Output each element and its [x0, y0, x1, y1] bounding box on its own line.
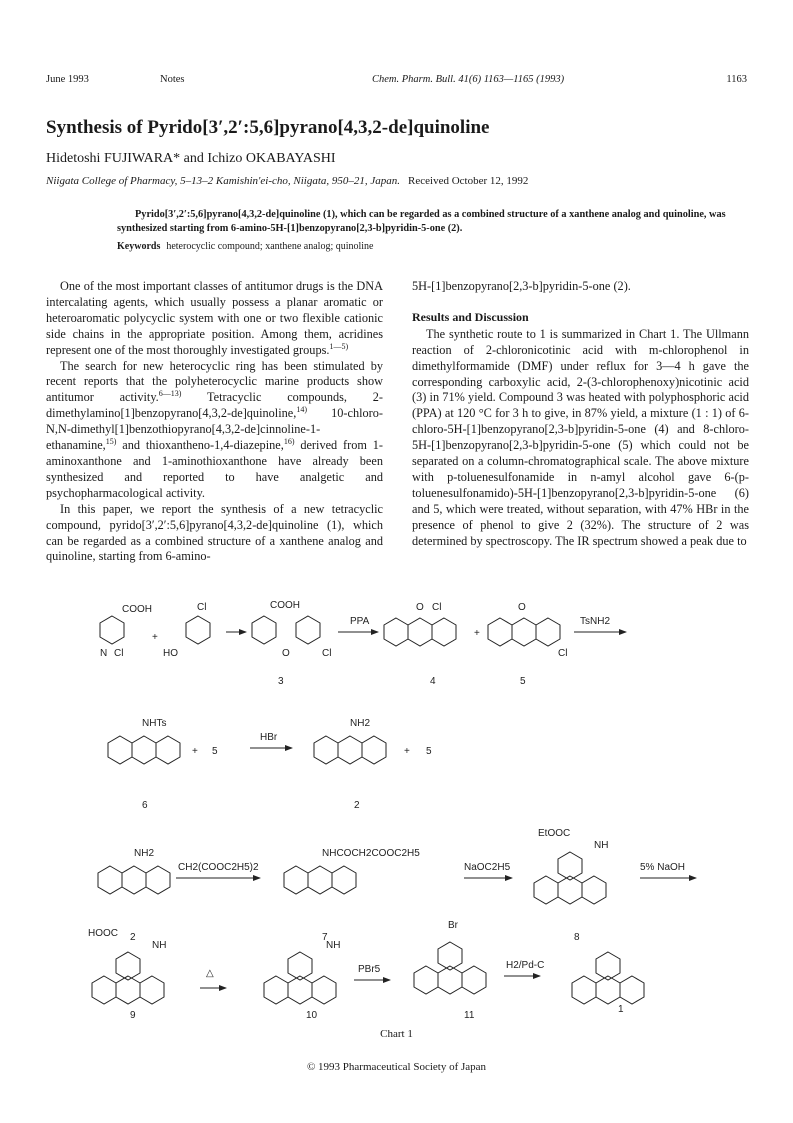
reference: 14): [296, 405, 307, 415]
header-journal: Chem. Pharm. Bull. 41(6) 1163—1165 (1993): [372, 74, 565, 85]
reagent: TsNH2: [580, 616, 611, 627]
left-column: [46, 279, 383, 565]
group-label: EtOOC: [538, 828, 571, 839]
group-label: COOH: [270, 600, 300, 611]
authors: Hidetoshi FUJIWARA* and Ichizo OKABAYASHI: [46, 151, 336, 166]
group-label: NH2: [350, 718, 371, 729]
group-label: Cl: [114, 648, 124, 659]
reference: 6—13): [158, 389, 182, 399]
plus-sign: +: [404, 746, 410, 757]
compound-label: 11: [464, 1010, 475, 1020]
paragraph: One of the most important classes of antitumor drugs is the DNA intercalating agents, which usually possess a planar aromatic or heteroaromatic polycyclic system with one or two flexible cationic side chains in the appropriate position. Among them, acridines represent one of the most thoroughly investigated groups.$^{1—5)}$: [46, 279, 383, 357]
copyright-footer: © 1993 Pharmaceutical Society of Japan: [306, 1061, 487, 1073]
keywords-text: heterocyclic compound; xanthene analog; quinoline: [166, 241, 374, 252]
reference: 1—5): [329, 341, 349, 351]
compound-label: 6: [142, 800, 148, 811]
header-section: Notes: [160, 74, 185, 85]
keywords: [117, 241, 374, 252]
group-label: NHTs: [142, 718, 167, 729]
compound-label: 7: [322, 932, 328, 943]
paragraph: 5H-[1]benzopyrano[2,3-b]pyridin-5-one (2).: [412, 279, 631, 293]
plus-sign: +: [152, 632, 158, 643]
reagent: H2/Pd-C: [506, 960, 545, 971]
paper-title: Synthesis of Pyrido[3′,2′:5,6]pyrano[4,3,2-de]quinoline: [46, 117, 490, 138]
group-label: HO: [163, 648, 178, 659]
compound-label: 2: [354, 800, 360, 811]
group-label: HOOC: [88, 928, 118, 939]
group-label: Cl: [197, 602, 207, 613]
reference: 15): [105, 436, 117, 446]
group-label: NH: [594, 840, 609, 851]
group-label: NHCOCH2COOC2H5: [322, 848, 420, 859]
header-page: 1163: [726, 74, 747, 85]
reagent: 5% NaOH: [640, 862, 686, 873]
right-column: [412, 279, 749, 550]
keywords-label: Keywords: [117, 241, 161, 252]
reagent: PPA: [350, 616, 370, 627]
header-date: June 1993: [46, 74, 89, 85]
group-label: Cl: [322, 648, 332, 659]
affiliation: [46, 175, 528, 187]
group-label: N: [100, 648, 108, 659]
group-label: NH2: [134, 848, 155, 859]
affiliation-text: Niigata College of Pharmacy, 5–13–2 Kamishin'ei-cho, Niigata, 950–21, Japan.: [46, 175, 401, 187]
compound-label: 4: [430, 676, 436, 687]
compound-label: 10: [306, 1010, 318, 1020]
reagent: △: [206, 968, 214, 979]
compound-ref: 5: [426, 746, 432, 757]
plus-sign: +: [192, 746, 198, 757]
compound-label: 8: [574, 932, 580, 943]
paragraph: The synthetic route to 1 is summarized in Chart 1. The Ullmann reaction of 2-chloronicotinic acid with m-chlorophenol in dimethylformamide (DMF) under reflux for 3—4 h gave the corresponding carboxylic acid, 2-(3-chlorophenoxy)nicotinic acid (3) in 71% yield. Compound 3 was heated with polyphosphoric acid (PPA) at 120 °C for 3 h to give, in 87% yield, a mixture (1 : 1) of 6-chloro-5H-[1]benzopyrano[2,3-b]pyridin-5-one (4) and 8-chloro-5H-[1]benzopyrano[2,3-b]pyridin-5-one (5) which could not be separated on a column-chromatographical scale. The above mixture with p-toluenesulfonamide in n-amyl alcohol gave 6-(p-toluenesulfonamido)-5H-[1]benzopyrano[2,3-b]pyridin-5-one (6) and 5, which were treated, without separation, with 47% HBr in the presence of phenol to give 2 (32%). The structure of 2 was determined by spectroscopy. The IR spectrum showed a peak due to: [412, 326, 749, 548]
group-label: Br: [448, 920, 458, 931]
paragraph: In this paper, we report the synthesis of a new tetracyclic compound, pyrido[3′,2′:5,6]pyrano[4,3,2-de]quinoline (1), which can be regarded as a combined structure of a xanthene analog and quinoline, starting from 6-amino-: [46, 501, 383, 564]
reference: 16): [283, 436, 295, 446]
compound-label: 5: [520, 676, 526, 687]
group-label: NH: [152, 940, 167, 951]
chart-caption: Chart 1: [380, 1028, 413, 1040]
reagent: HBr: [260, 732, 278, 743]
compound-ref: 5: [212, 746, 218, 757]
group-label: COOH: [122, 604, 152, 615]
compound-label: 2: [130, 932, 136, 943]
group-label: Cl: [558, 648, 568, 659]
reaction-scheme: [60, 580, 750, 1020]
compound-label: 3: [278, 676, 284, 687]
reagent: NaOC2H5: [464, 862, 511, 873]
section-heading: Results and Discussion: [412, 309, 529, 324]
reagent: CH2(COOC2H5)2: [178, 862, 259, 873]
group-label: O: [282, 648, 290, 659]
compound-label: 9: [130, 1010, 136, 1020]
group-label: NH: [326, 940, 341, 951]
received-date: Received October 12, 1992: [408, 175, 529, 187]
plus-sign: +: [474, 628, 480, 639]
group-label: O: [416, 602, 424, 613]
reagent: PBr5: [358, 964, 381, 975]
group-label: O: [518, 602, 526, 613]
group-label: Cl: [432, 602, 442, 613]
paragraph: The search for new heterocyclic ring has been stimulated by recent reports that the polyheterocyclic marine products show antitumor activity.$^{6—13)}$ Tetracyclic compounds, 2-dimethylamino[1]benzopyrano[4,3,2-de]quinoline,$^{14)}$ 10-chloro-N,N-dimethyl[1]benzothiopyrano[4,3,2-de]cinnoline-1-ethanamine,$^{15)}$ and thioxantheno-1,4-diazepine,$^{16)}$ derived from 1-aminoxanthone and 1-aminothioxanthone have already been synthesized and reported to have analgetic and psychopharmacological activity.: [46, 358, 384, 500]
abstract: Pyrido[3′,2′:5,6]pyrano[4,3,2-de]quinoline (1), which can be regarded as a combined structure of a xanthene analog and quinoline, was synthesized starting from 6-amino-5H-[1]benzopyrano[2,3-b]pyridin-5-one (2).: [117, 209, 726, 234]
compound-label: 1: [618, 1004, 624, 1015]
